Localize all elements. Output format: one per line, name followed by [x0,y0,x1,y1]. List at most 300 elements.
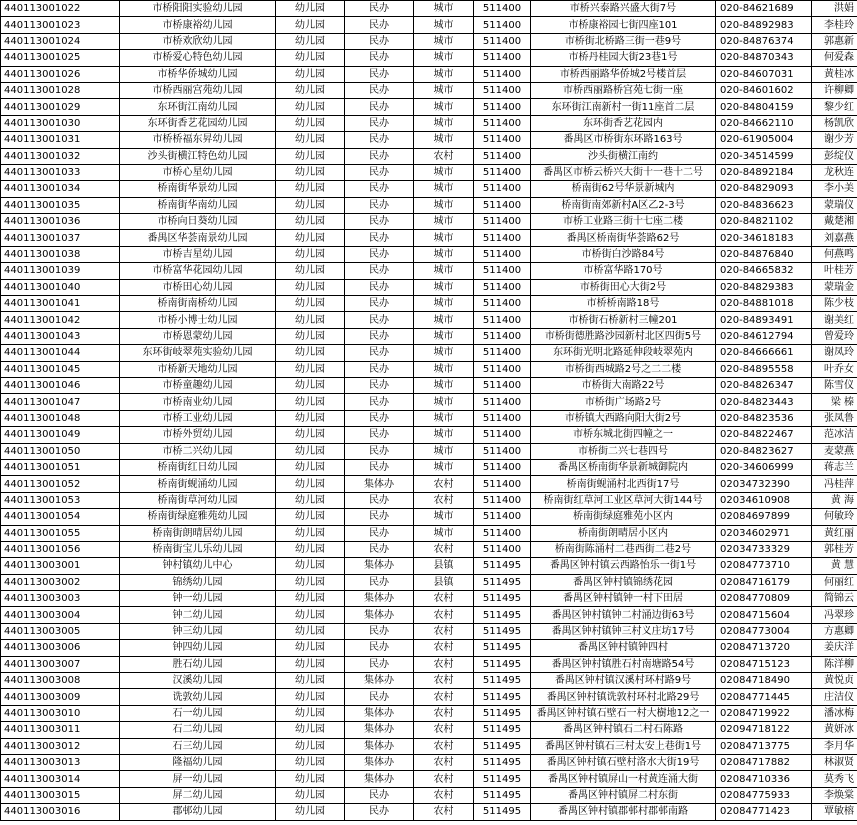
area-type-cell: 城市 [414,361,474,377]
table-row [1,738,857,754]
school-code-cell: 440113003015 [1,787,120,803]
postcode-cell: 511495 [474,787,531,803]
area-type-cell: 农村 [414,673,474,689]
table-row [1,164,857,180]
postcode-cell: 511495 [474,591,531,607]
school-name-cell: 市桥吉星幼儿园 [120,246,276,262]
school-code-cell: 440113001053 [1,492,120,508]
ownership-cell: 民办 [345,214,414,230]
school-type-cell: 幼儿园 [276,591,345,607]
school-code-cell: 440113001036 [1,214,120,230]
table-row [1,459,857,475]
school-code-cell: 440113003006 [1,640,120,656]
ownership-cell: 民办 [345,541,414,557]
address-cell: 市桥西丽路桥宫苑七街一座 [531,82,716,98]
table-body [1,1,857,821]
contact-cell: 蒙瑞仪 [812,197,857,213]
contact-cell: 范冰洁 [812,427,857,443]
contact-cell: 李月华 [812,738,857,754]
table-row [1,132,857,148]
table-row [1,82,857,98]
school-type-cell: 幼儿园 [276,771,345,787]
school-code-cell: 440113001037 [1,230,120,246]
school-code-cell: 440113001041 [1,296,120,312]
address-cell: 市桥桥南路18号 [531,296,716,312]
ownership-cell: 民办 [345,328,414,344]
phone-cell: 02084715123 [716,656,812,672]
school-name-cell: 桥南街红日幼儿园 [120,459,276,475]
phone-cell: 02084773004 [716,623,812,639]
school-code-cell: 440113001052 [1,476,120,492]
area-type-cell: 城市 [414,377,474,393]
table-row [1,377,857,393]
school-name-cell: 石一幼儿园 [120,705,276,721]
school-type-cell: 幼儿园 [276,279,345,295]
contact-cell: 黄 慧 [812,558,857,574]
ownership-cell: 民办 [345,361,414,377]
ownership-cell: 民办 [345,263,414,279]
postcode-cell: 511495 [474,722,531,738]
school-type-cell: 幼儿园 [276,164,345,180]
school-name-cell: 桥南街朗晴居幼儿园 [120,525,276,541]
table-row [1,50,857,66]
phone-cell: 020-84607031 [716,66,812,82]
address-cell: 番禺区市桥街东环路163号 [531,132,716,148]
area-type-cell: 城市 [414,214,474,230]
school-type-cell: 幼儿园 [276,246,345,262]
school-name-cell: 汉溪幼儿园 [120,673,276,689]
contact-cell: 郭惠新 [812,33,857,49]
school-type-cell: 幼儿园 [276,377,345,393]
school-code-cell: 440113001039 [1,263,120,279]
address-cell: 桥南街陈涌村二巷西街二巷2号 [531,541,716,557]
postcode-cell: 511400 [474,164,531,180]
table-row [1,394,857,410]
ownership-cell: 民办 [345,623,414,639]
phone-cell: 02084773710 [716,558,812,574]
ownership-cell: 民办 [345,345,414,361]
postcode-cell: 511495 [474,558,531,574]
postcode-cell: 511400 [474,214,531,230]
school-name-cell: 市桥南业幼儿园 [120,394,276,410]
ownership-cell: 集体办 [345,607,414,623]
school-name-cell: 市桥心星幼儿园 [120,164,276,180]
phone-cell: 020-84895558 [716,361,812,377]
school-name-cell: 市桥向日葵幼儿园 [120,214,276,230]
contact-cell: 姜庆洋 [812,640,857,656]
ownership-cell: 集体办 [345,673,414,689]
school-code-cell: 440113001042 [1,312,120,328]
contact-cell: 梁 榛 [812,394,857,410]
postcode-cell: 511495 [474,656,531,672]
area-type-cell: 城市 [414,164,474,180]
ownership-cell: 民办 [345,787,414,803]
school-name-cell: 市桥桥福东昇幼儿园 [120,132,276,148]
school-type-cell: 幼儿园 [276,345,345,361]
postcode-cell: 511400 [474,410,531,426]
contact-cell: 何敏玲 [812,509,857,525]
contact-cell: 龙秋连 [812,164,857,180]
postcode-cell: 511400 [474,427,531,443]
phone-cell: 020-84823443 [716,394,812,410]
address-cell: 市桥兴泰路兴盛大街7号 [531,1,716,17]
school-type-cell: 幼儿园 [276,328,345,344]
address-cell: 市桥街大南路22号 [531,377,716,393]
phone-cell: 020-84823536 [716,410,812,426]
phone-cell: 02084770809 [716,591,812,607]
contact-cell: 洪娟 [812,1,857,17]
ownership-cell: 民办 [345,197,414,213]
school-name-cell: 桥南街宝儿乐幼儿园 [120,541,276,557]
school-type-cell: 幼儿园 [276,394,345,410]
postcode-cell: 511495 [474,689,531,705]
address-cell: 番禺区钟村镇汉溪村环村路9号 [531,673,716,689]
school-name-cell: 桥南街华景幼儿园 [120,181,276,197]
contact-cell: 冯桂萍 [812,476,857,492]
table-row [1,246,857,262]
contact-cell: 黄桂冰 [812,66,857,82]
contact-cell: 黄 海 [812,492,857,508]
table-row [1,623,857,639]
school-type-cell: 幼儿园 [276,574,345,590]
school-code-cell: 440113001056 [1,541,120,557]
school-code-cell: 440113001043 [1,328,120,344]
school-code-cell: 440113001030 [1,115,120,131]
address-cell: 番禺区钟村镇诜敦村环村北路29号 [531,689,716,705]
contact-cell: 李小美 [812,181,857,197]
school-name-cell: 市桥富华花园幼儿园 [120,263,276,279]
phone-cell: 02084713775 [716,738,812,754]
ownership-cell: 民办 [345,296,414,312]
area-type-cell: 城市 [414,443,474,459]
school-type-cell: 幼儿园 [276,197,345,213]
postcode-cell: 511400 [474,263,531,279]
ownership-cell: 集体办 [345,754,414,770]
school-code-cell: 440113001049 [1,427,120,443]
school-code-cell: 440113001023 [1,17,120,33]
school-code-cell: 440113001028 [1,82,120,98]
school-code-cell: 440113001034 [1,181,120,197]
school-code-cell: 440113001024 [1,33,120,49]
postcode-cell: 511400 [474,132,531,148]
ownership-cell: 集体办 [345,738,414,754]
area-type-cell: 农村 [414,771,474,787]
school-code-cell: 440113001040 [1,279,120,295]
address-cell: 东环街香艺花园内 [531,115,716,131]
address-cell: 市桥街德胜路沙园新村北区四街5号 [531,328,716,344]
school-type-cell: 幼儿园 [276,50,345,66]
school-code-cell: 440113003003 [1,591,120,607]
phone-cell: 020-84612794 [716,328,812,344]
address-cell: 市桥富华路170号 [531,263,716,279]
school-name-cell: 胜石幼儿园 [120,656,276,672]
postcode-cell: 511400 [474,230,531,246]
phone-cell: 020-84870343 [716,50,812,66]
area-type-cell: 农村 [414,689,474,705]
school-name-cell: 市桥童趣幼儿园 [120,377,276,393]
school-code-cell: 440113003001 [1,558,120,574]
postcode-cell: 511400 [474,115,531,131]
postcode-cell: 511400 [474,312,531,328]
school-name-cell: 市桥西丽宫苑幼儿园 [120,82,276,98]
school-type-cell: 幼儿园 [276,410,345,426]
area-type-cell: 农村 [414,541,474,557]
school-code-cell: 440113001054 [1,509,120,525]
phone-cell: 02034602971 [716,525,812,541]
contact-cell: 刘嘉燕 [812,230,857,246]
area-type-cell: 城市 [414,66,474,82]
school-type-cell: 幼儿园 [276,689,345,705]
ownership-cell: 集体办 [345,558,414,574]
table-row [1,656,857,672]
contact-cell: 杨凯欣 [812,115,857,131]
postcode-cell: 511400 [474,197,531,213]
school-code-cell: 440113003011 [1,722,120,738]
area-type-cell: 城市 [414,279,474,295]
postcode-cell: 511495 [474,623,531,639]
postcode-cell: 511400 [474,509,531,525]
area-type-cell: 城市 [414,246,474,262]
area-type-cell: 农村 [414,705,474,721]
school-name-cell: 东环街岐翠苑实验幼儿园 [120,345,276,361]
contact-cell: 何丽红 [812,574,857,590]
school-type-cell: 幼儿园 [276,476,345,492]
address-cell: 桥南街62号华景新城内 [531,181,716,197]
ownership-cell: 民办 [345,377,414,393]
address-cell: 番禺区钟村镇锦绣花园 [531,574,716,590]
school-code-cell: 440113003013 [1,754,120,770]
contact-cell: 潘冰梅 [812,705,857,721]
address-cell: 桥南街红草河工业区草河大街144号 [531,492,716,508]
school-name-cell: 桥南街蚬涌幼儿园 [120,476,276,492]
school-type-cell: 幼儿园 [276,673,345,689]
ownership-cell: 民办 [345,443,414,459]
table-row [1,722,857,738]
address-cell: 番禺区钟村镇屏山一村黄连涌大街 [531,771,716,787]
school-name-cell: 钟村镇幼儿中心 [120,558,276,574]
address-cell: 番禺区钟村镇石三村太安上巷街1号 [531,738,716,754]
area-type-cell: 城市 [414,1,474,17]
area-type-cell: 城市 [414,181,474,197]
school-type-cell: 幼儿园 [276,656,345,672]
phone-cell: 020-61905004 [716,132,812,148]
table-row [1,66,857,82]
phone-cell: 02034732390 [716,476,812,492]
table-row [1,509,857,525]
school-name-cell: 东环街香艺花园幼儿园 [120,115,276,131]
table-row [1,17,857,33]
area-type-cell: 农村 [414,656,474,672]
address-cell: 东环街光明北路延伸段岐翠苑内 [531,345,716,361]
contact-cell: 谢凤玲 [812,345,857,361]
ownership-cell: 民办 [345,525,414,541]
area-type-cell: 城市 [414,132,474,148]
school-name-cell: 市桥康裕幼儿园 [120,17,276,33]
area-type-cell: 农村 [414,607,474,623]
contact-cell: 黄红丽 [812,525,857,541]
address-cell: 番禺区钟村镇屏二村东街 [531,787,716,803]
table-row [1,361,857,377]
phone-cell: 020-84893491 [716,312,812,328]
school-type-cell: 幼儿园 [276,66,345,82]
postcode-cell: 511495 [474,804,531,820]
table-row [1,574,857,590]
area-type-cell: 农村 [414,722,474,738]
postcode-cell: 511400 [474,246,531,262]
table-row [1,787,857,803]
phone-cell: 02084775933 [716,787,812,803]
contact-cell: 黄妍冰 [812,722,857,738]
school-code-cell: 440113001048 [1,410,120,426]
school-name-cell: 市桥恩蒙幼儿园 [120,328,276,344]
school-name-cell: 市桥阳阳实验幼儿园 [120,1,276,17]
ownership-cell: 民办 [345,459,414,475]
school-name-cell: 市桥小博士幼儿园 [120,312,276,328]
school-code-cell: 440113001047 [1,394,120,410]
table-row [1,558,857,574]
ownership-cell: 民办 [345,312,414,328]
table-row [1,689,857,705]
contact-cell: 陈少枝 [812,296,857,312]
school-name-cell: 锦绣幼儿园 [120,574,276,590]
ownership-cell: 民办 [345,656,414,672]
address-cell: 番禺区钟村镇石二村石陈路 [531,722,716,738]
postcode-cell: 511495 [474,771,531,787]
school-code-cell: 440113001032 [1,148,120,164]
ownership-cell: 民办 [345,804,414,820]
area-type-cell: 城市 [414,17,474,33]
table-row [1,115,857,131]
area-type-cell: 城市 [414,328,474,344]
school-name-cell: 市桥华侨城幼儿园 [120,66,276,82]
table-row [1,804,857,820]
phone-cell: 020-34606999 [716,459,812,475]
phone-cell: 020-84621689 [716,1,812,17]
area-type-cell: 城市 [414,50,474,66]
ownership-cell: 民办 [345,115,414,131]
school-name-cell: 市桥二兴幼儿园 [120,443,276,459]
school-type-cell: 幼儿园 [276,640,345,656]
postcode-cell: 511400 [474,459,531,475]
school-name-cell: 市桥田心幼儿园 [120,279,276,295]
school-type-cell: 幼儿园 [276,427,345,443]
area-type-cell: 城市 [414,525,474,541]
phone-cell: 020-84892983 [716,17,812,33]
contact-cell: 庄洁仪 [812,689,857,705]
phone-cell: 02034610908 [716,492,812,508]
school-type-cell: 幼儿园 [276,738,345,754]
table-row [1,148,857,164]
table-row [1,591,857,607]
postcode-cell: 511495 [474,574,531,590]
contact-cell: 简锦云 [812,591,857,607]
contact-cell: 方惠卿 [812,623,857,639]
phone-cell: 020-84876374 [716,33,812,49]
postcode-cell: 511495 [474,754,531,770]
school-type-cell: 幼儿园 [276,132,345,148]
ownership-cell: 民办 [345,410,414,426]
table-row [1,754,857,770]
phone-cell: 020-84601602 [716,82,812,98]
address-cell: 市桥街广场路2号 [531,394,716,410]
address-cell: 市桥丹桂园大街23巷1号 [531,50,716,66]
school-code-cell: 440113003004 [1,607,120,623]
contact-cell: 莫秀飞 [812,771,857,787]
postcode-cell: 511400 [474,492,531,508]
school-name-cell: 郡邨幼儿园 [120,804,276,820]
area-type-cell: 农村 [414,787,474,803]
area-type-cell: 城市 [414,263,474,279]
ownership-cell: 民办 [345,1,414,17]
school-name-cell: 隆福幼儿园 [120,754,276,770]
address-cell: 市桥镇大西路向阳大街2号 [531,410,716,426]
postcode-cell: 511400 [474,17,531,33]
school-type-cell: 幼儿园 [276,558,345,574]
table-row [1,279,857,295]
school-type-cell: 幼儿园 [276,525,345,541]
school-type-cell: 幼儿园 [276,148,345,164]
area-type-cell: 城市 [414,99,474,115]
ownership-cell: 集体办 [345,591,414,607]
contact-cell: 麦蒙燕 [812,443,857,459]
phone-cell: 020-84836623 [716,197,812,213]
postcode-cell: 511400 [474,279,531,295]
school-name-cell: 石三幼儿园 [120,738,276,754]
postcode-cell: 511400 [474,476,531,492]
school-code-cell: 440113001026 [1,66,120,82]
contact-cell: 李焕棠 [812,787,857,803]
ownership-cell: 民办 [345,509,414,525]
address-cell: 番禺区市桥云桥兴大街十一巷十二号 [531,164,716,180]
phone-cell: 020-84881018 [716,296,812,312]
postcode-cell: 511400 [474,541,531,557]
area-type-cell: 城市 [414,82,474,98]
phone-cell: 02084713720 [716,640,812,656]
table-row [1,525,857,541]
address-cell: 市桥街田心大街2号 [531,279,716,295]
school-type-cell: 幼儿园 [276,722,345,738]
table-row [1,33,857,49]
address-cell: 东环街江南新村一街11座首二层 [531,99,716,115]
postcode-cell: 511400 [474,33,531,49]
postcode-cell: 511400 [474,328,531,344]
contact-cell: 蒋志兰 [812,459,857,475]
contact-cell: 郭桂芳 [812,541,857,557]
school-name-cell: 桥南街草河幼儿园 [120,492,276,508]
phone-cell: 02084718490 [716,673,812,689]
phone-cell: 020-34514599 [716,148,812,164]
contact-cell: 黎少红 [812,99,857,115]
ownership-cell: 民办 [345,574,414,590]
area-type-cell: 城市 [414,197,474,213]
postcode-cell: 511495 [474,738,531,754]
table-row [1,230,857,246]
school-code-cell: 440113001025 [1,50,120,66]
area-type-cell: 农村 [414,804,474,820]
table-row [1,771,857,787]
postcode-cell: 511400 [474,99,531,115]
address-cell: 市桥街北桥路三街一巷9号 [531,33,716,49]
contact-cell: 林淑贤 [812,754,857,770]
school-name-cell: 市桥工业幼儿园 [120,410,276,426]
school-code-cell: 440113003002 [1,574,120,590]
contact-cell: 张凤鲁 [812,410,857,426]
school-type-cell: 幼儿园 [276,754,345,770]
school-code-cell: 440113003009 [1,689,120,705]
postcode-cell: 511400 [474,525,531,541]
address-cell: 番禺区钟村镇钟三村义庄坊17号 [531,623,716,639]
contact-cell: 冯翠珍 [812,607,857,623]
